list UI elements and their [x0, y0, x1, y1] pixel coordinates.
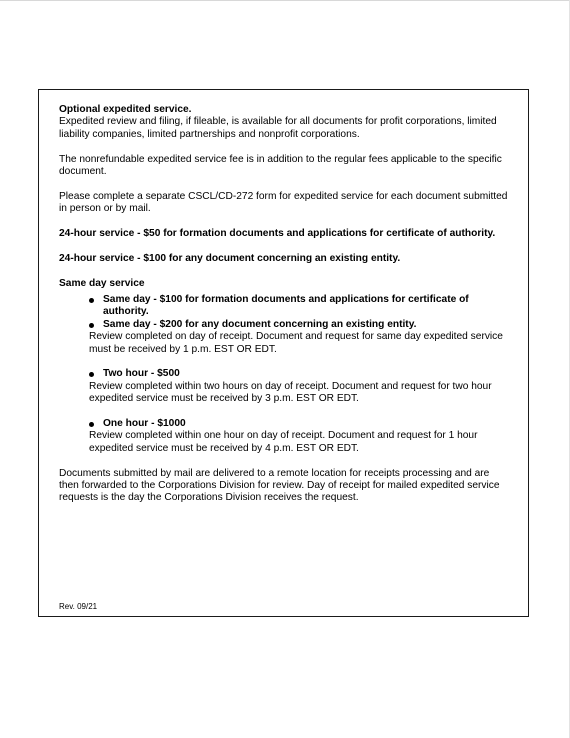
bullet-icon	[89, 323, 94, 328]
same-day-heading: Same day service	[59, 277, 145, 289]
one-hour-description: Review completed within one hour on day of receipt. Document and request for 1 hour expedited service must be received by 4 p.m. EST OR EDT.	[89, 430, 478, 454]
revision-label: Rev. 09/21	[59, 602, 98, 611]
page-top-edge	[0, 0, 570, 1]
service-24h-formation: 24-hour service - $50 for formation documents and applications for certificate of authority.	[59, 228, 496, 240]
list-item	[89, 418, 511, 430]
bullet-icon	[89, 298, 94, 303]
bullet-icon	[89, 372, 94, 377]
same-day-list	[59, 294, 511, 331]
one-hour-list	[59, 418, 511, 430]
two-hour-label: Two hour - $500	[103, 368, 180, 380]
list-item	[89, 368, 511, 380]
two-hour-description: Review completed within two hours on day of receipt. Document and request for two hour expedited service must be received by 3 p.m. EST OR EDT.	[89, 380, 492, 405]
bullet-icon	[89, 422, 94, 427]
intro-paragraph: Expedited review and filing, if fileable, is available for all documents for profit corporations, limited liability companies, limited partnerships and nonprofit corporations.	[59, 116, 497, 140]
list-item	[89, 319, 511, 331]
service-24h-existing: 24-hour service - $100 for any document concerning an existing entity.	[59, 252, 401, 264]
fee-paragraph: The nonrefundable expedited service fee is in addition to the regular fees applicable to the specific document.	[59, 153, 502, 178]
two-hour-list	[59, 368, 511, 380]
same-day-item-200: Same day - $200 for any document concerning an existing entity.	[103, 318, 417, 330]
section-heading: Optional expedited service.	[59, 104, 192, 115]
one-hour-label: One hour - $1000	[103, 418, 186, 430]
form-paragraph: Please complete a separate CSCL/CD-272 form for expedited service for each document submitted in person or by mail.	[59, 190, 508, 215]
list-item	[89, 294, 511, 319]
same-day-description: Review completed on day of receipt. Document and request for same day expedited service must be received by 1 p.m. EST OR EDT.	[89, 331, 503, 355]
document-frame	[38, 89, 529, 617]
document-content	[59, 104, 511, 505]
mail-paragraph: Documents submitted by mail are delivered to a remote location for receipts processing and are then forwarded to the Corporations Division for review. Day of receipt for mailed expedited service requests is the day the Corporations Division receives the request.	[59, 467, 500, 504]
same-day-item-100: Same day - $100 for formation documents and applications for certificate of authority.	[103, 294, 469, 318]
